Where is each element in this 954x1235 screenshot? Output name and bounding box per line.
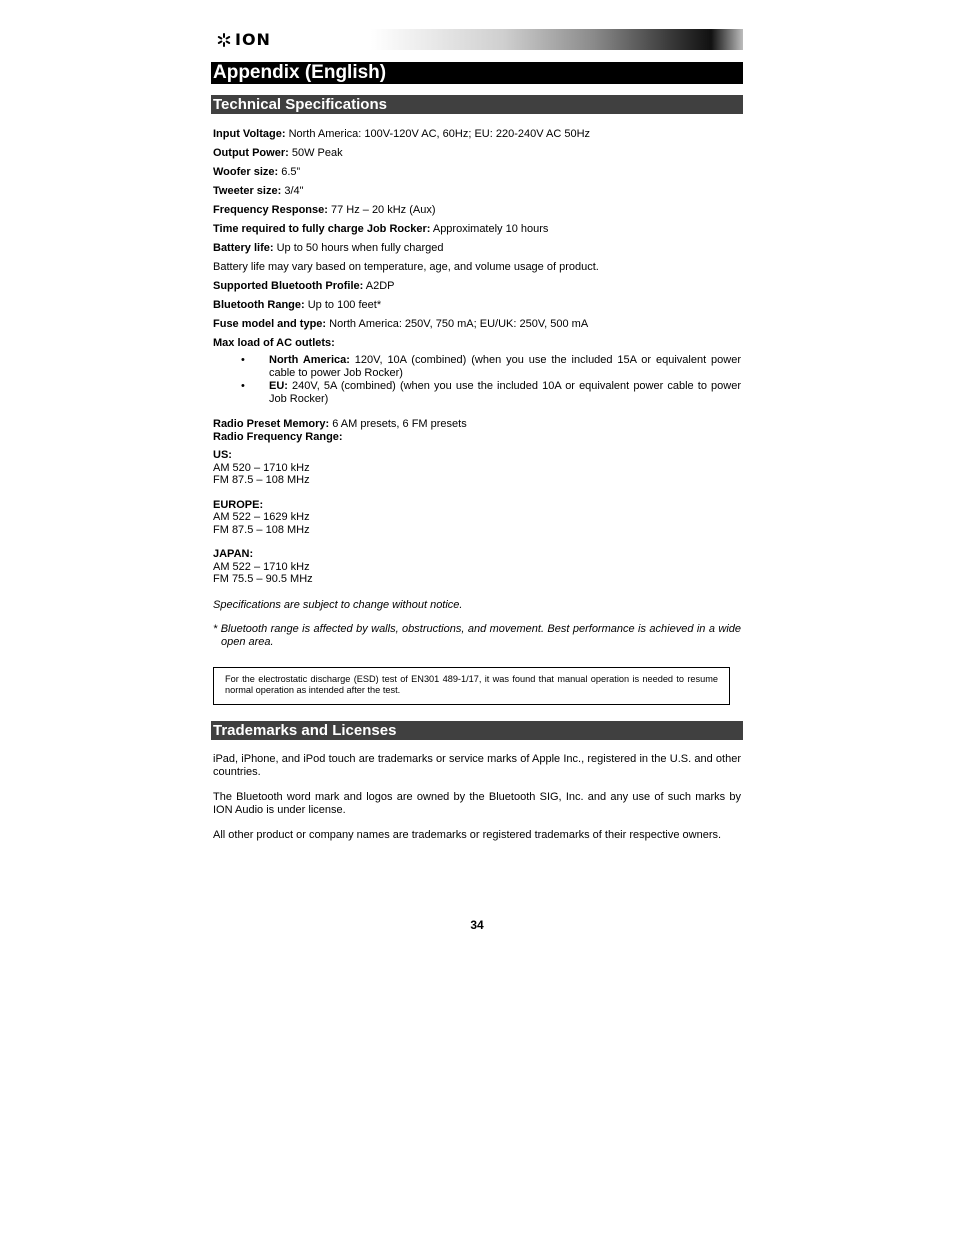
bluetooth-footnote: * Bluetooth range is affected by walls, obstructions, and movement. Best performance is achieved in a wide open area. xyxy=(213,623,741,648)
spec-row xyxy=(213,204,741,217)
spec-label: Fuse model and type: xyxy=(213,318,327,330)
spec-value: 77 Hz – 20 kHz (Aux) xyxy=(327,204,436,216)
spec-row xyxy=(213,147,741,160)
spec-value: A2DP xyxy=(363,280,395,292)
trademarks-text xyxy=(213,753,741,854)
spec-row xyxy=(213,261,741,274)
region-us: US: AM 520 – 1710 kHz FM 87.5 – 108 MHz xyxy=(213,449,310,486)
spec-row xyxy=(213,223,741,236)
outlet-load-list xyxy=(213,354,741,406)
spec-value: 6.5” xyxy=(278,166,301,178)
section-heading-trademarks: Trademarks and Licenses xyxy=(211,721,743,740)
spec-value: Approximately 10 hours xyxy=(430,223,549,235)
trademark-paragraph: iPad, iPhone, and iPod touch are trademarks or service marks of Apple Inc., registered in the U.S. and other countries. xyxy=(213,753,741,778)
spec-row xyxy=(213,299,741,312)
spec-row xyxy=(213,318,741,331)
spec-row xyxy=(213,166,741,179)
trademark-paragraph: All other product or company names are trademarks or registered trademarks of their respective owners. xyxy=(213,829,722,841)
list-item: • EU: 240V, 5A (combined) (when you use the included 10A or equivalent power cable to power Job Rocker) xyxy=(241,380,741,405)
region-japan: JAPAN: AM 522 – 1710 kHz FM 75.5 – 90.5 MHz xyxy=(213,548,313,585)
change-notice: Specifications are subject to change without notice. xyxy=(213,598,463,611)
spec-value: Up to 50 hours when fully charged xyxy=(273,242,444,254)
spec-label: Time required to fully charge Job Rocker: xyxy=(213,223,431,235)
spec-row xyxy=(213,337,741,350)
radio-preset: Radio Preset Memory: 6 AM presets, 6 FM presets xyxy=(213,418,467,430)
ion-logo xyxy=(217,31,271,48)
spec-label: Battery life: xyxy=(213,242,274,254)
spec-row xyxy=(213,128,741,141)
spec-value: 3/4" xyxy=(281,185,304,197)
spec-label: Input Voltage: xyxy=(213,128,286,140)
spec-value: Battery life may vary based on temperature, age, and volume usage of product. xyxy=(213,261,599,273)
spec-label: Frequency Response: xyxy=(213,204,328,216)
spec-value: North America: 100V-120V AC, 60Hz; EU: 220-240V AC 50Hz xyxy=(285,128,591,140)
spec-label: Bluetooth Range: xyxy=(213,299,305,311)
spec-row xyxy=(213,280,741,293)
spec-value: North America: 250V, 750 mA; EU/UK: 250V, 500 mA xyxy=(326,318,589,330)
spec-row xyxy=(213,242,741,255)
spec-label: Woofer size: xyxy=(213,166,279,178)
page-title: Appendix (English) xyxy=(211,62,743,84)
ion-star-icon xyxy=(217,33,231,47)
region-europe: EUROPE: AM 522 – 1629 kHz FM 87.5 – 108 MHz xyxy=(213,498,310,536)
header-gradient-bar xyxy=(211,29,743,50)
radio-frequency-label: Radio Frequency Range: xyxy=(213,430,343,443)
spec-row xyxy=(213,185,741,198)
trademark-paragraph: The Bluetooth word mark and logos are owned by the Bluetooth SIG, Inc. and any use of such marks by ION Audio is under license. xyxy=(213,791,741,816)
list-item: • North America: 120V, 10A (combined) (when you use the included 15A or equivalent power cable to power Job Rocker) xyxy=(241,354,741,379)
spec-label: Supported Bluetooth Profile: xyxy=(213,280,364,292)
logo-text: ION xyxy=(235,30,271,49)
radio-section xyxy=(213,418,741,648)
spec-value: 50W Peak xyxy=(288,147,343,159)
specifications-list xyxy=(213,128,741,648)
spec-label: Tweeter size: xyxy=(213,185,282,197)
section-heading-technical-specifications: Technical Specifications xyxy=(211,95,743,114)
spec-value: Up to 100 feet* xyxy=(304,299,382,311)
page-number: 34 xyxy=(470,918,484,932)
spec-label: Max load of AC outlets: xyxy=(213,337,335,349)
esd-note-box: For the electrostatic discharge (ESD) test of EN301 489-1/17, it was found that manual operation is needed to resume normal operation as intended after the test. xyxy=(213,667,730,705)
spec-label: Output Power: xyxy=(213,147,289,159)
